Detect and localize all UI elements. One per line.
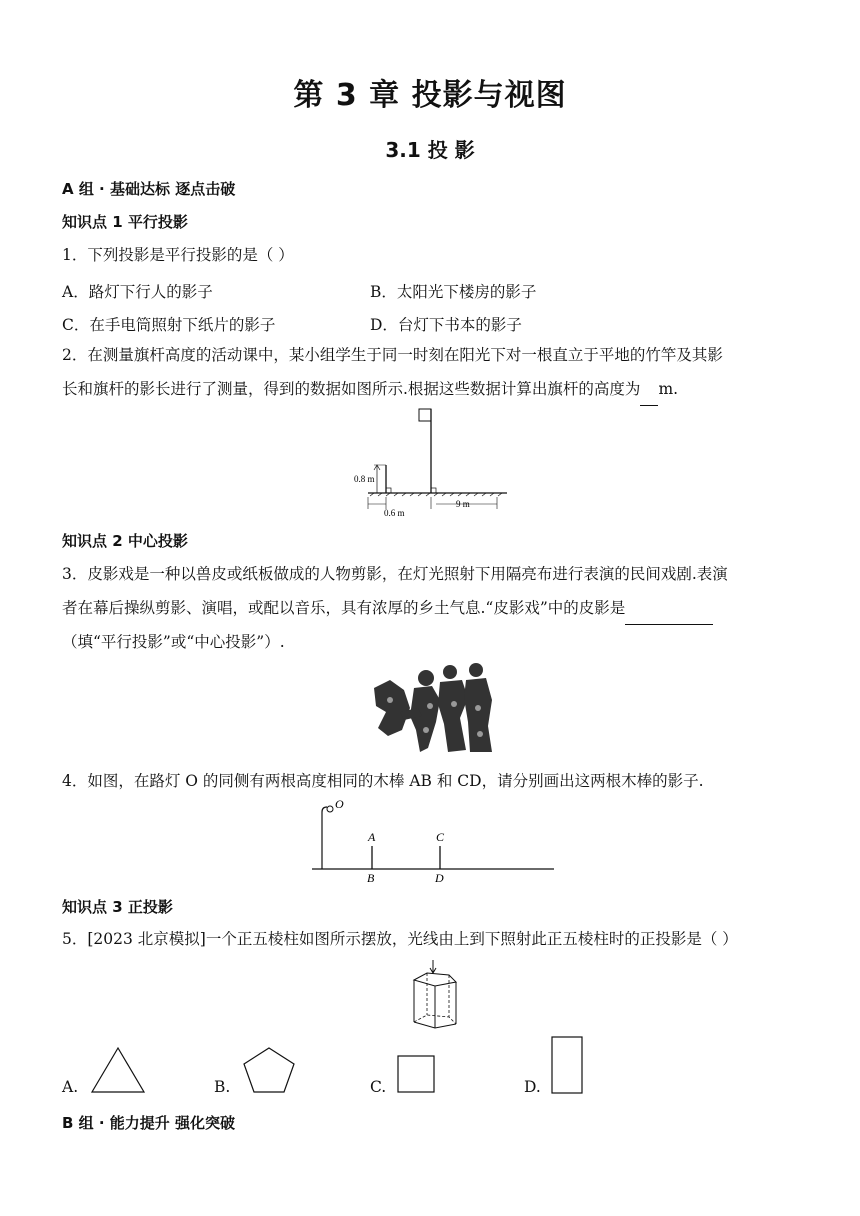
knowledge-point-1: 知识点 1 平行投影 (62, 213, 188, 231)
question-3-line-2-text: 者在幕后操纵剪影、演唱，或配以音乐，具有浓厚的乡土气息.“皮影戏”中的皮影是 (62, 599, 626, 617)
question-4-text: 4．如图，在路灯 O 的同侧有两根高度相同的木棒 AB 和 CD，请分别画出这两根木棒的影子. (62, 772, 704, 790)
flagpole-figure (352, 405, 512, 520)
flag (419, 409, 431, 421)
question-3-answer-blank[interactable] (625, 606, 713, 625)
bamboo-shadow-label: 0.6 m (384, 508, 405, 518)
question-2-line-2-text: 长和旗杆的影长进行了测量，得到的数据如图所示.根据这些数据计算出旗杆的高度为 (62, 380, 641, 398)
shadow-puppet-image (370, 660, 495, 758)
question-3-line-2 (62, 591, 713, 625)
question-2-unit: m. (658, 380, 679, 398)
option-d-rectangle (550, 1034, 586, 1096)
question-5-option-c-label: C. (370, 1078, 387, 1096)
question-5-option-a-label: A. (62, 1078, 79, 1096)
question-2-answer-blank[interactable] (640, 387, 658, 406)
group-a-heading: A 组 · 基础达标 逐点击破 (62, 180, 236, 198)
label-a: A (368, 830, 376, 844)
question-1-option-b: B．太阳光下楼房的影子 (370, 283, 537, 301)
question-1-stem: 1．下列投影是平行投影的是（ ） (62, 246, 294, 264)
streetlight-figure (308, 800, 558, 885)
question-1-option-c: C．在手电筒照射下纸片的影子 (62, 316, 276, 334)
label-o: O (335, 800, 344, 811)
label-d: D (435, 871, 444, 885)
question-1-option-a: A．路灯下行人的影子 (62, 283, 213, 301)
group-b-heading: B 组 · 能力提升 强化突破 (62, 1114, 236, 1132)
question-5-text: 5．[2023 北京模拟]一个正五棱柱如图所示摆放，光线由上到下照射此正五棱柱时的正投影是（ ） (62, 930, 738, 948)
pentagonal-prism-figure (405, 960, 465, 1030)
question-5-option-d-label: D. (524, 1078, 541, 1096)
knowledge-point-2: 知识点 2 中心投影 (62, 532, 188, 550)
option-b-pentagon (240, 1044, 298, 1096)
chapter-title: 第 3 章 投影与视图 (293, 78, 567, 113)
section-title: 3.1 投 影 (385, 138, 475, 162)
question-2-line-2 (62, 372, 678, 406)
label-b: B (367, 871, 375, 885)
question-1-option-d: D．台灯下书本的影子 (370, 316, 522, 334)
label-c: C (436, 830, 445, 844)
option-a-triangle (88, 1044, 148, 1096)
flagpole-shadow-label: 9 m (456, 499, 470, 509)
question-3-line-1: 3．皮影戏是一种以兽皮或纸板做成的人物剪影，在灯光照射下用隔亮布进行表演的民间戏剧.表演 (62, 565, 728, 583)
question-2-line-1: 2．在测量旗杆高度的活动课中，某小组学生于同一时刻在阳光下对一根直立于平地的竹竿及其影 (62, 346, 723, 364)
option-c-square (396, 1052, 438, 1096)
bamboo-height-label: 0.8 m (354, 474, 375, 484)
lamp-o (327, 806, 333, 812)
question-5-option-b-label: B. (214, 1078, 231, 1096)
knowledge-point-3: 知识点 3 正投影 (62, 898, 173, 916)
question-3-line-3: （填“平行投影”或“中心投影”）. (62, 633, 285, 651)
